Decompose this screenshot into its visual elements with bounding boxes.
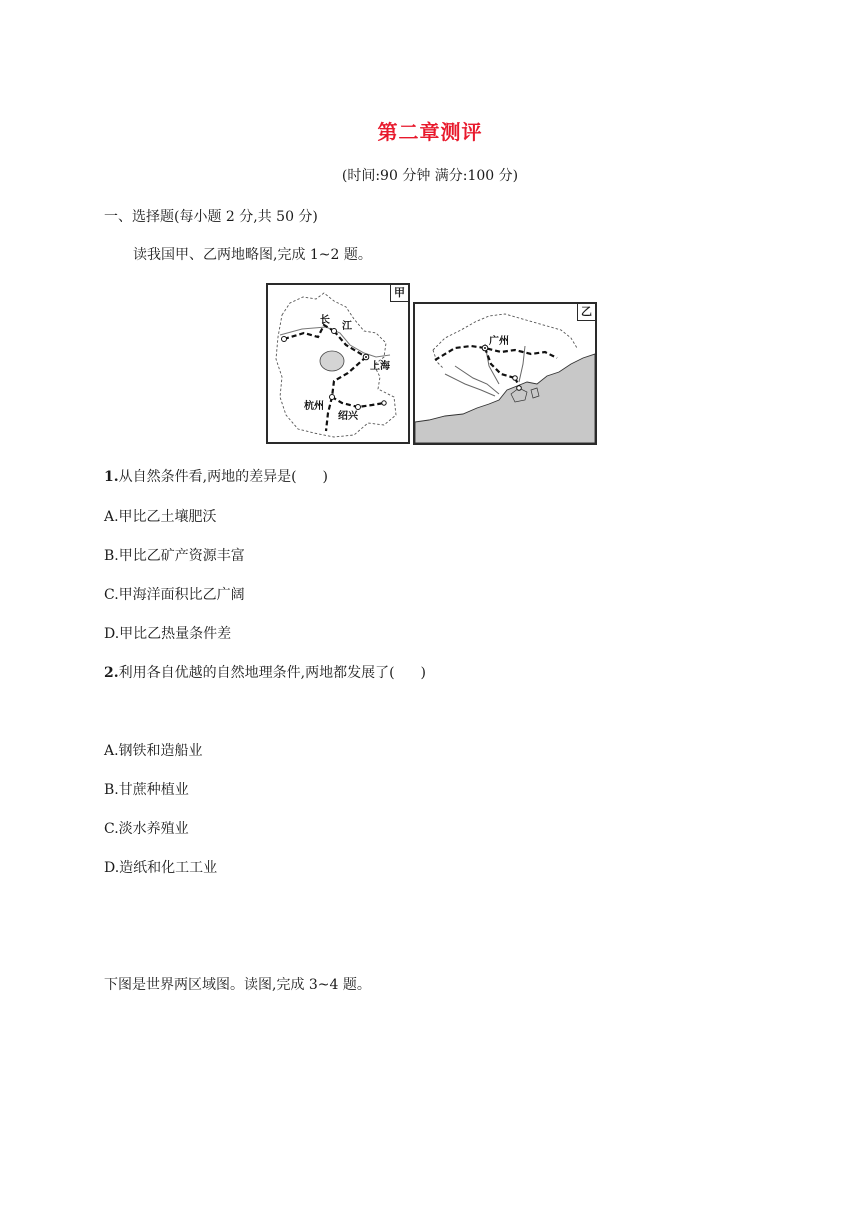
q1-option-d[interactable]: D.甲比乙热量条件差: [104, 626, 232, 642]
q2-option-c[interactable]: C.淡水养殖业: [104, 821, 189, 837]
world-map-intro-text: 下图是世界两区域图。读图,完成 3~4 题。: [104, 977, 371, 993]
q2-option-a[interactable]: A.钢铁和造船业: [104, 743, 203, 759]
map-yi-tag: 乙: [577, 304, 595, 321]
map-yi: [413, 302, 597, 445]
label-hangzhou: 杭州: [304, 401, 324, 412]
map-intro-text: 读我国甲、乙两地略图,完成 1~2 题。: [133, 247, 372, 263]
question-1-stem: 从自然条件看,两地的差异是(: [118, 469, 297, 485]
q1-option-b[interactable]: B.甲比乙矿产资源丰富: [104, 548, 245, 564]
question-1: [104, 466, 328, 486]
q2-option-b[interactable]: B.甘蔗种植业: [104, 782, 189, 798]
q1-option-a[interactable]: A.甲比乙土壤肥沃: [104, 509, 217, 525]
map-jia: [266, 283, 410, 444]
question-2-stem: 利用各自优越的自然地理条件,两地都发展了(: [118, 665, 395, 681]
question-1-close: ): [322, 469, 329, 485]
question-2-number: 2.: [104, 665, 119, 681]
label-shanghai: 上海: [370, 361, 390, 372]
label-guangzhou: 广州: [489, 336, 509, 347]
q1-option-c[interactable]: C.甲海洋面积比乙广阔: [104, 587, 245, 603]
map-jia-drawing: [268, 285, 408, 442]
section-heading: 一、选择题(每小题 2 分,共 50 分): [104, 209, 318, 225]
question-2: [104, 662, 426, 682]
question-1-number: 1.: [104, 469, 119, 485]
exam-info: (时间:90 分钟 满分:100 分): [341, 168, 519, 184]
label-yangtze-1: 长: [320, 315, 330, 326]
map-jia-tag: 甲: [390, 285, 408, 302]
page-title: 第二章测评: [377, 120, 483, 144]
label-yangtze-2: 江: [342, 321, 352, 332]
q2-option-d[interactable]: D.造纸和化工工业: [104, 860, 218, 876]
map-yi-drawing: [415, 304, 595, 443]
question-2-close: ): [420, 665, 427, 681]
label-shaoxing: 绍兴: [338, 411, 358, 422]
